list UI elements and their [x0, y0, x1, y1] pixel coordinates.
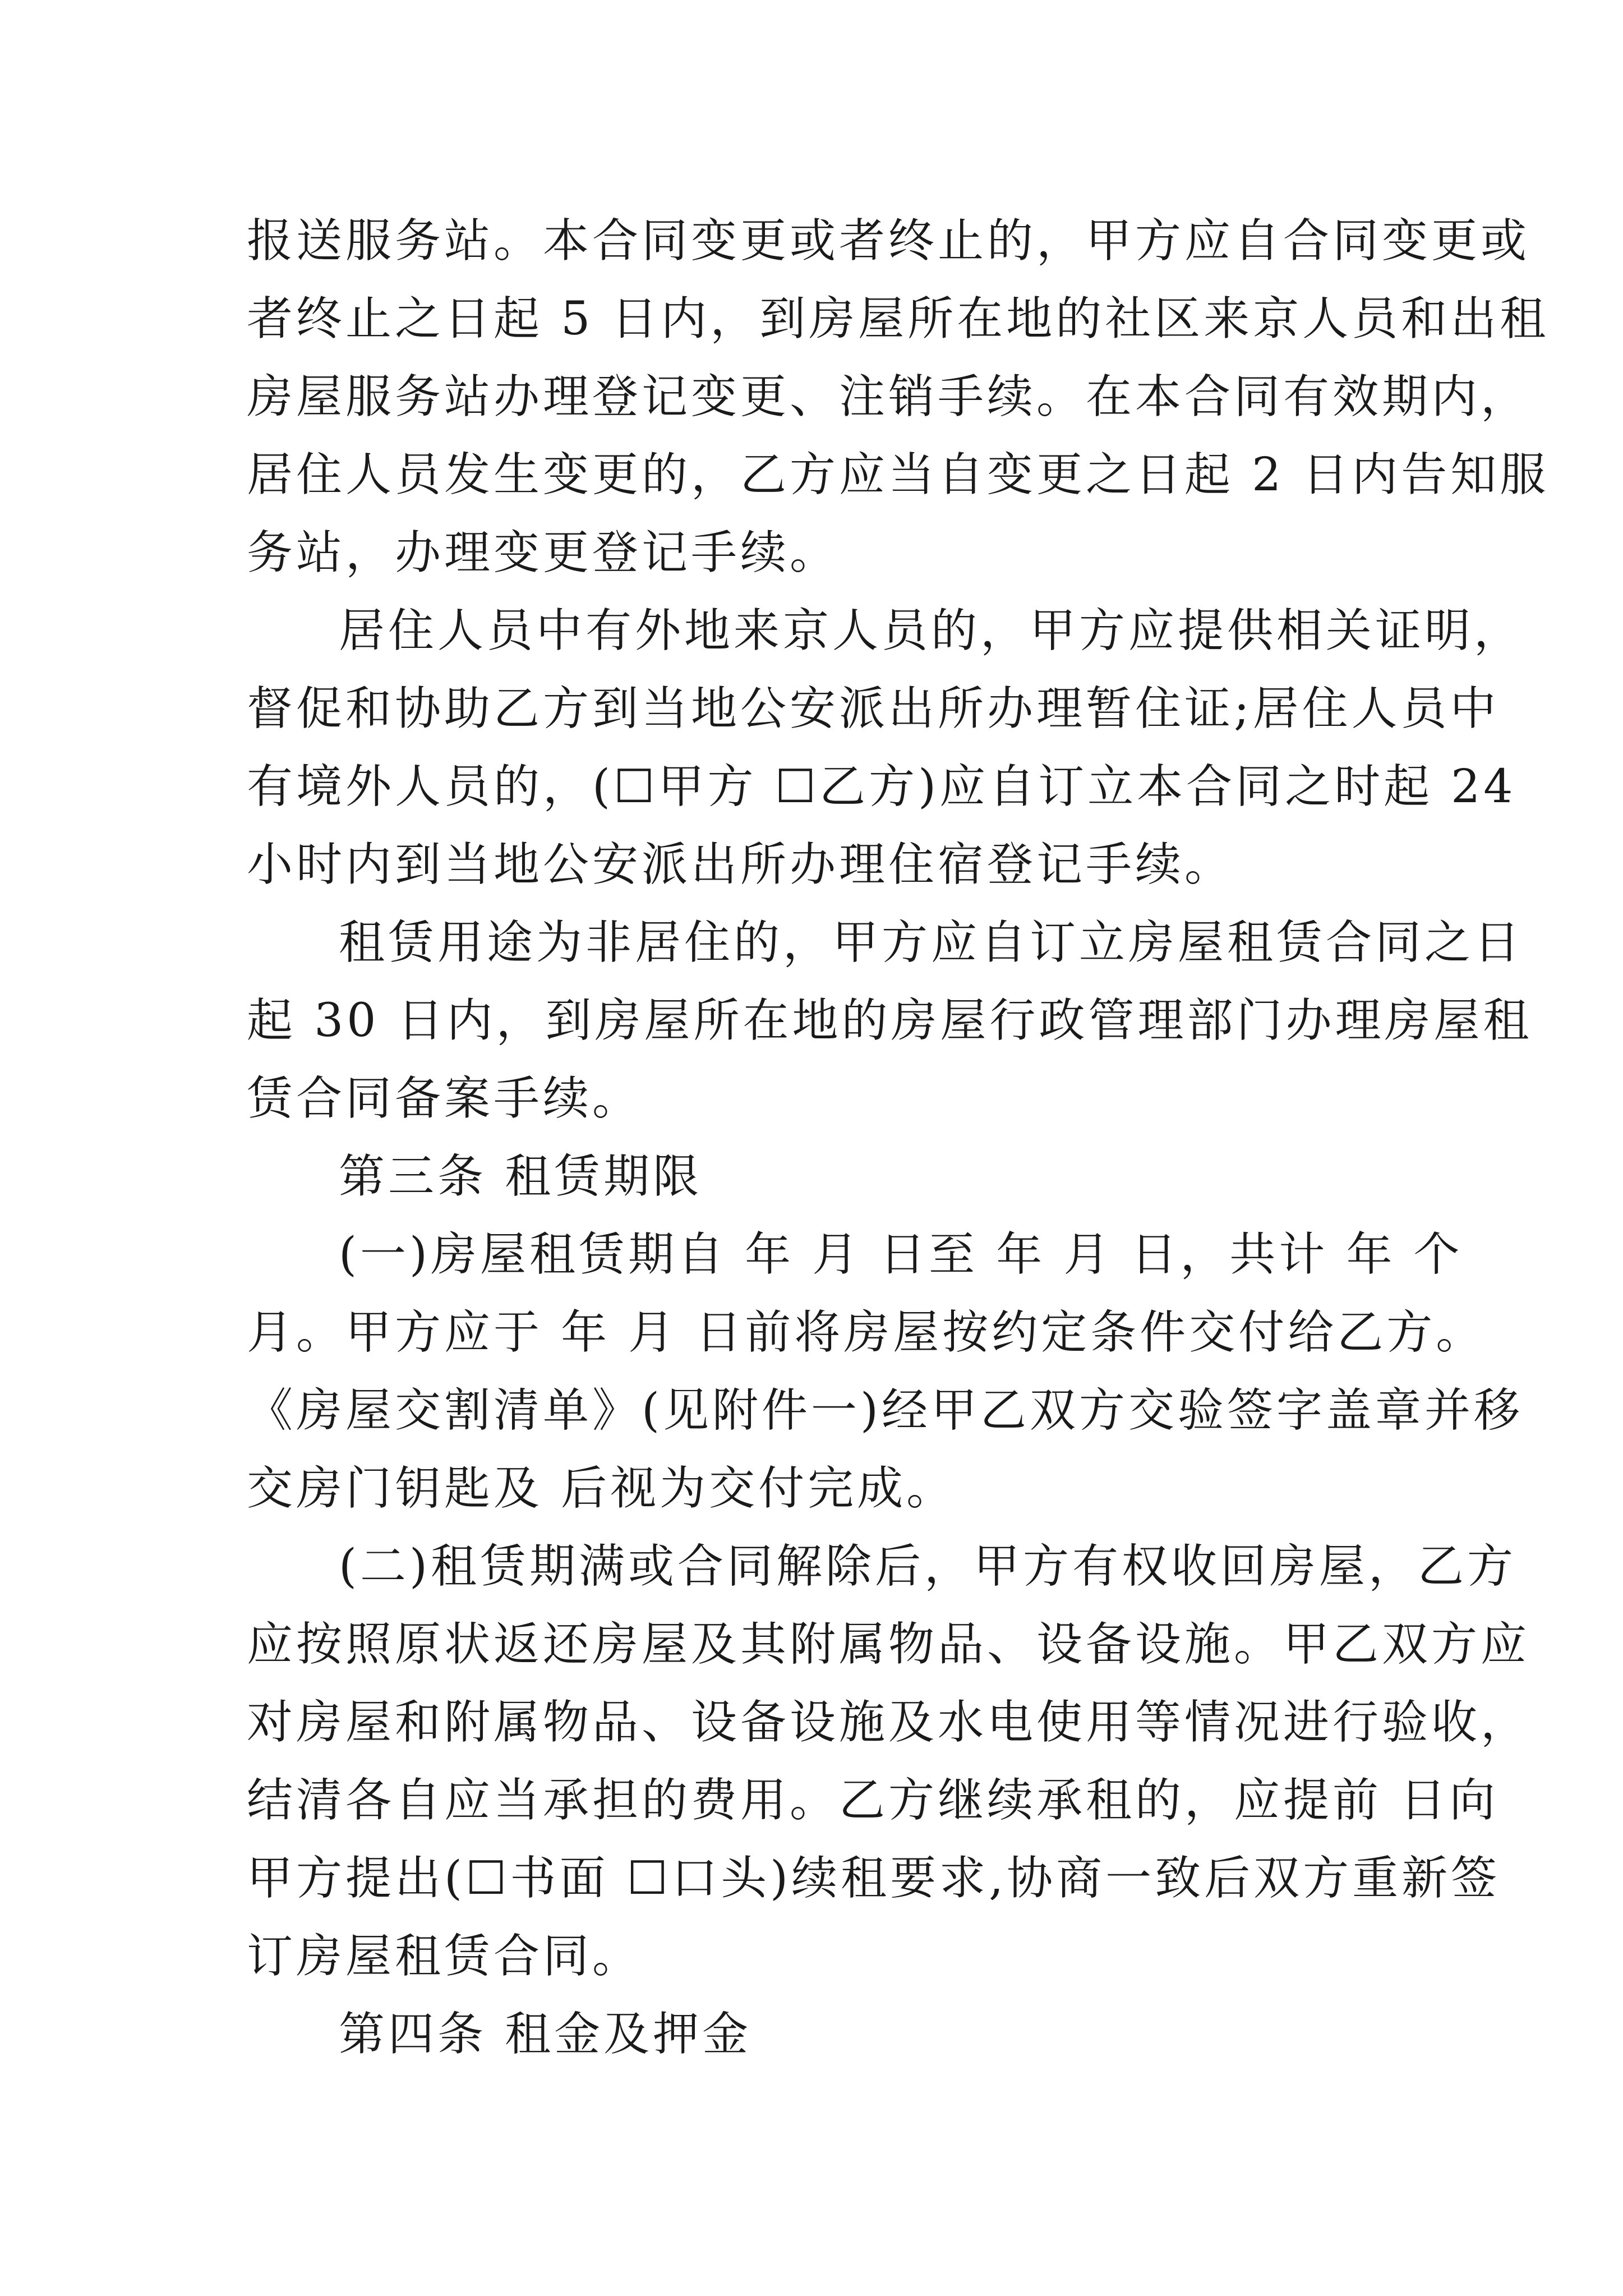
text-line: 结清各自应当承担的费用。乙方继续承租的，应提前 日向 — [247, 1774, 1499, 1827]
text-line: (一)房屋租赁期自 年 月 日至 年 月 日，共计 年 个 — [339, 1228, 1463, 1281]
text-line: 房屋服务站办理登记变更、注销手续。在本合同有效期内， — [247, 370, 1530, 424]
text-line: 订房屋租赁合同。 — [247, 1930, 642, 1983]
text-line: (二)租赁期满或合同解除后，甲方有权收回房屋，乙方 — [339, 1540, 1516, 1593]
section-heading: 第四条 租金及押金 — [339, 2008, 752, 2061]
text-line: 居住人员发生变更的，乙方应当自变更之日起 2 日内告知服 — [247, 448, 1550, 501]
text-line: 务站，办理变更登记手续。 — [247, 526, 840, 579]
contract-text — [247, 202, 1550, 2073]
text-line: 督促和协助乙方到当地公安派出所办理暂住证;居住人员中 — [247, 682, 1500, 735]
section-heading: 第三条 租赁期限 — [339, 1150, 703, 1203]
text-line: 应按照原状返还房屋及其附属物品、设备设施。甲乙双方应 — [247, 1618, 1530, 1671]
text-line: 者终止之日起 5 日内，到房屋所在地的社区来京人员和出租 — [247, 292, 1550, 346]
text-line: 租赁用途为非居住的，甲方应自订立房屋租赁合同之日 — [339, 916, 1524, 969]
text-line: 赁合同备案手续。 — [247, 1072, 642, 1125]
text-line: 月。甲方应于 年 月 日前将房屋按约定条件交付给乙方。 — [247, 1306, 1486, 1359]
text-line: 报送服务站。本合同变更或者终止的，甲方应自合同变更或 — [247, 214, 1530, 268]
text-line: 居住人员中有外地来京人员的，甲方应提供相关证明， — [339, 604, 1524, 657]
text-line: 有境外人员的，(☐甲方 ☐乙方)应自订立本合同之时起 24 — [247, 760, 1516, 813]
text-line: 《房屋交割清单》(见附件一)经甲乙双方交验签字盖章并移 — [247, 1384, 1523, 1437]
text-line: 小时内到当地公安派出所办理住宿登记手续。 — [247, 838, 1234, 891]
text-line: 甲方提出(☐书面 ☐口头)续租要求,协商一致后双方重新签 — [247, 1852, 1501, 1905]
text-line: 对房屋和附属物品、设备设施及水电使用等情况进行验收， — [247, 1696, 1530, 1749]
text-line: 起 30 日内，到房屋所在地的房屋行政管理部门办理房屋租 — [247, 994, 1533, 1047]
text-line: 交房门钥匙及 后视为交付完成。 — [247, 1462, 956, 1515]
